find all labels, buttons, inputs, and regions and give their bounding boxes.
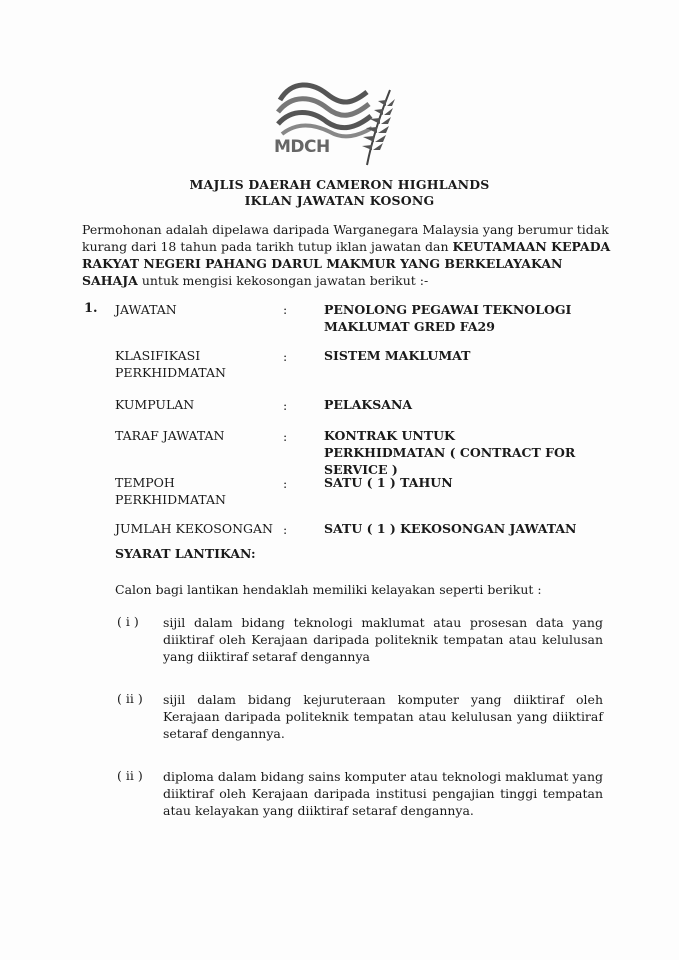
field-label-klasifikasi: KLASIFIKASI PERKHIDMATAN: [115, 348, 226, 380]
field-colon: :: [283, 476, 288, 491]
field-value-klasifikasi: SISTEM MAKLUMAT: [324, 348, 471, 363]
requirement-item: sijil dalam bidang kejuruteraan komputer yang diiktiraf oleh Kerajaan daripada politeknik tempatan atau kelulusan yang diiktiraf setaraf dengannya.: [163, 692, 603, 741]
field-label-taraf: TARAF JAWATAN: [115, 428, 225, 443]
position-number: 1.: [84, 301, 98, 316]
field-value-jawatan: PENOLONG PEGAWAI TEKNOLOGI MAKLUMAT GRED FA29: [324, 302, 572, 334]
field-label-tempoh: TEMPOH PERKHIDMATAN: [115, 475, 226, 507]
field-label-jumlah: JUMLAH KEKOSONGAN: [115, 521, 273, 536]
requirement-item: diploma dalam bidang sains komputer atau teknologi maklumat yang diiktiraf oleh Kerajaan daripada institusi pengajian tinggi tempatan atau kelayakan yang diiktiraf setaraf dengannya.: [163, 769, 603, 818]
requirement-numeral: ( ii ): [117, 768, 143, 783]
field-value-jumlah: SATU ( 1 ) KEKOSONGAN JAWATAN: [324, 521, 577, 536]
field-value-tempoh: SATU ( 1 ) TAHUN: [324, 475, 453, 490]
requirement-numeral: ( ii ): [117, 691, 143, 706]
council-name: MAJLIS DAERAH CAMERON HIGHLANDS: [189, 177, 490, 192]
field-colon: :: [283, 522, 288, 537]
requirements-title: SYARAT LANTIKAN:: [115, 546, 256, 561]
intro-text-start: Permohonan adalah dipelawa daripada Warganegara Malaysia yang berumur tidak kurang dari 18 tahun pada tarikh tutup iklan jawatan dan: [82, 222, 609, 254]
logo-wordmark: MDCH: [274, 137, 330, 157]
field-label-jawatan: JAWATAN: [115, 302, 177, 317]
field-colon: :: [283, 349, 288, 364]
requirement-numeral: ( i ): [117, 614, 139, 629]
council-logo: [272, 70, 407, 170]
requirement-item: sijil dalam bidang teknologi maklumat atau prosesan data yang diiktiraf oleh Kerajaan daripada politeknik tempatan atau kelulusan yang diiktiraf setaraf dengannya: [163, 615, 603, 664]
field-value-taraf: KONTRAK UNTUK PERKHIDMATAN ( CONTRACT FOR SERVICE ): [324, 428, 576, 477]
field-colon: :: [283, 302, 288, 317]
intro-priority-text: KEUTAMAAN KEPADA RAKYAT NEGERI PAHANG DARUL MAKMUR YANG BERKELAYAKAN SAHAJA: [82, 239, 611, 288]
field-value-kumpulan: PELAKSANA: [324, 397, 413, 412]
notice-title: IKLAN JAWATAN KOSONG: [244, 193, 435, 208]
field-colon: :: [283, 398, 288, 413]
intro-text-end: untuk mengisi kekosongan jawatan berikut :-: [137, 273, 429, 288]
field-label-kumpulan: KUMPULAN: [115, 397, 195, 412]
intro-paragraph: [82, 221, 622, 289]
requirements-lead: Calon bagi lantikan hendaklah memiliki kelayakan seperti berikut :: [115, 582, 542, 597]
field-colon: :: [283, 429, 288, 444]
